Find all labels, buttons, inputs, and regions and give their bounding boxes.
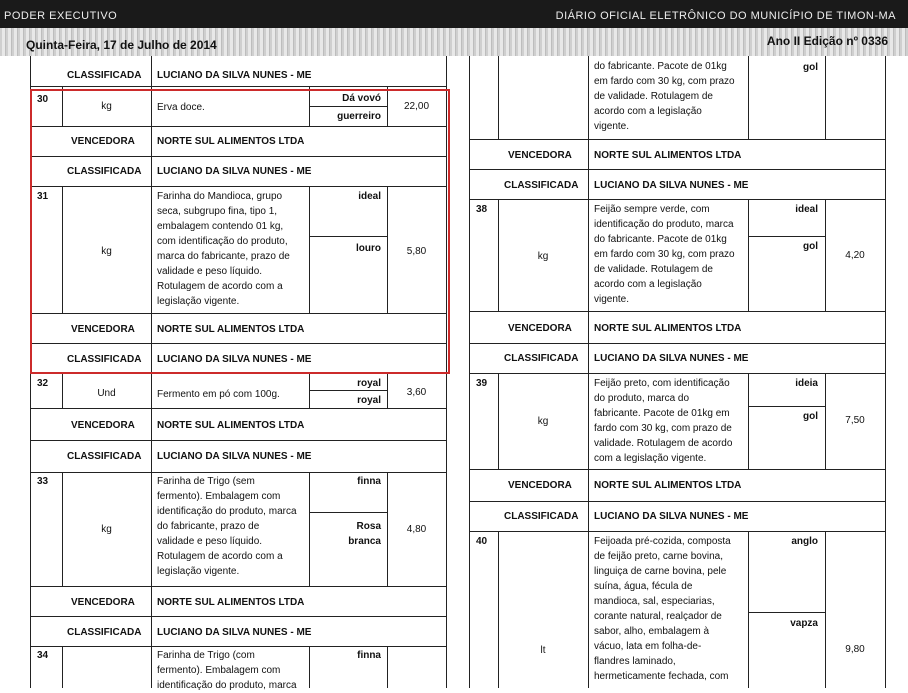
item-unit: Und <box>97 388 116 399</box>
header-bar <box>0 0 908 28</box>
table-row-label: CLASSIFICADA <box>67 451 142 462</box>
issue-date: Quinta-Feira, 17 de Julho de 2014 <box>26 38 217 52</box>
item-brand: Rosa <box>356 521 381 532</box>
item-description: Erva doce. <box>157 102 205 113</box>
item-price: 22,00 <box>403 101 430 112</box>
item-brand: gol <box>803 62 818 73</box>
table-row-company: LUCIANO DA SILVA NUNES - ME <box>157 354 312 365</box>
table-row-company: LUCIANO DA SILVA NUNES - ME <box>594 511 749 522</box>
table-row-label: CLASSIFICADA <box>67 627 142 638</box>
item-number: 30 <box>37 94 49 105</box>
item-description: Fermento em pó com 100g. <box>157 389 280 400</box>
item-number: 33 <box>37 476 49 487</box>
table-row-label: CLASSIFICADA <box>67 70 142 81</box>
item-description: Farinha de Trigo (com fermento). Embalagem com identificação do produto, marca <box>157 650 297 691</box>
item-price: 4,20 <box>845 250 865 261</box>
table-row-company: LUCIANO DA SILVA NUNES - ME <box>157 451 312 462</box>
item-brand: branca <box>348 536 381 547</box>
table-row-label: VENCEDORA <box>508 323 572 334</box>
table-row-label: CLASSIFICADA <box>504 180 579 191</box>
item-description: Feijão preto, com identificação do produto, marca do fabricante. Pacote de 01kg em fardo com 30 kg, com prazo de validade. Rotulagem de acordo com a legislação vigente. <box>594 378 733 464</box>
table-row-label: CLASSIFICADA <box>504 353 579 364</box>
item-brand: finna <box>357 650 381 661</box>
item-brand: royal <box>357 395 381 406</box>
item-brand: ideal <box>358 191 381 202</box>
item-number: 31 <box>37 191 49 202</box>
item-brand: anglo <box>791 536 818 547</box>
table-row-label: VENCEDORA <box>71 136 135 147</box>
table-row-label: VENCEDORA <box>508 150 572 161</box>
highlight-box <box>30 89 450 374</box>
right-table <box>469 56 886 688</box>
item-unit: kg <box>537 251 549 262</box>
item-brand: louro <box>356 243 381 254</box>
date-bar <box>0 28 908 56</box>
item-price: 5,80 <box>406 246 427 257</box>
table-row-company: LUCIANO DA SILVA NUNES - ME <box>594 353 749 364</box>
table-row-company: NORTE SUL ALIMENTOS LTDA <box>157 136 305 147</box>
item-number: 40 <box>476 536 488 547</box>
item-brand: guerreiro <box>337 111 381 122</box>
item-brand: ideia <box>795 378 818 389</box>
table-row-company: LUCIANO DA SILVA NUNES - ME <box>157 627 312 638</box>
table-row-label: VENCEDORA <box>508 480 572 491</box>
table-row-company: LUCIANO DA SILVA NUNES - ME <box>157 70 312 81</box>
item-brand: vapza <box>790 618 818 629</box>
issue-edition: Ano II Edição nº 0336 <box>766 34 888 48</box>
item-brand: finna <box>357 476 381 487</box>
item-description: do fabricante. Pacote de 01kg em fardo com 30 kg, com prazo de validade. Rotulagem de acordo com a legislação vigente. <box>594 61 735 132</box>
item-brand: royal <box>357 378 381 389</box>
table-row-label: VENCEDORA <box>71 420 135 431</box>
item-price: 7,50 <box>845 415 865 426</box>
item-brand: gol <box>803 241 818 252</box>
table-row-company: NORTE SUL ALIMENTOS LTDA <box>594 480 742 491</box>
item-number: 39 <box>476 378 488 389</box>
item-unit: lt <box>540 645 546 656</box>
table-row-label: CLASSIFICADA <box>67 166 142 177</box>
table-row-company: NORTE SUL ALIMENTOS LTDA <box>157 597 305 608</box>
table-row-company: NORTE SUL ALIMENTOS LTDA <box>594 150 742 161</box>
item-description: Feijoada pré-cozida, composta de feijão preto, carne bovina, linguiça de carne bovina, pele suína, água, fécula de mandioca, sal, especiarias, corante natural, realçador de sabor, alho, embalagem à vácuo, lata em folha-de- flandres laminado, hermeticamente fechada, com <box>594 536 731 682</box>
table-row-company: NORTE SUL ALIMENTOS LTDA <box>157 420 305 431</box>
item-price: 4,80 <box>406 524 427 535</box>
item-brand: Dá vovó <box>342 93 381 104</box>
table-row-label: VENCEDORA <box>71 597 135 608</box>
item-unit: kg <box>101 101 112 112</box>
table-row-label: VENCEDORA <box>71 324 135 335</box>
table-row-company: LUCIANO DA SILVA NUNES - ME <box>157 166 312 177</box>
item-unit: kg <box>537 416 549 427</box>
table-row-company: NORTE SUL ALIMENTOS LTDA <box>157 324 305 335</box>
item-price: 9,80 <box>845 644 865 655</box>
item-number: 32 <box>37 378 49 389</box>
item-number: 38 <box>476 204 488 215</box>
item-description: Farinha do Mandioca, grupo seca, subgrupo fina, tipo 1, embalagem contendo 01 kg, com identificação do produto, marca do fabricante, prazo de validade e peso líquido. Rotulagem de acordo com a legislação vigente. <box>157 191 290 307</box>
publication-title: DIÁRIO OFICIAL ELETRÔNICO DO MUNICÍPIO DE TIMON-MA <box>555 10 896 22</box>
table-row-label: CLASSIFICADA <box>67 354 142 365</box>
item-price: 3,60 <box>406 387 427 398</box>
item-description: Feijão sempre verde, com identificação do produto, marca do fabricante. Pacote de 01kg em fardo com 30 kg, com prazo de validade. Rotulagem de acordo com a legislação vigente. <box>594 204 735 305</box>
item-unit: kg <box>101 246 112 257</box>
section-title: PODER EXECUTIVO <box>4 10 118 22</box>
table-row-label: CLASSIFICADA <box>504 511 579 522</box>
item-number: 34 <box>37 650 49 661</box>
item-brand: gol <box>803 411 818 422</box>
item-description: Farinha de Trigo (sem fermento). Embalagem com identificação do produto, marca do fabricante, prazo de validade e peso líquido. Rotulagem de acordo com a legislação vigente. <box>157 476 297 577</box>
item-unit: kg <box>101 524 112 535</box>
table-row-company: LUCIANO DA SILVA NUNES - ME <box>594 180 749 191</box>
item-brand: ideal <box>795 204 818 215</box>
table-row-company: NORTE SUL ALIMENTOS LTDA <box>594 323 742 334</box>
